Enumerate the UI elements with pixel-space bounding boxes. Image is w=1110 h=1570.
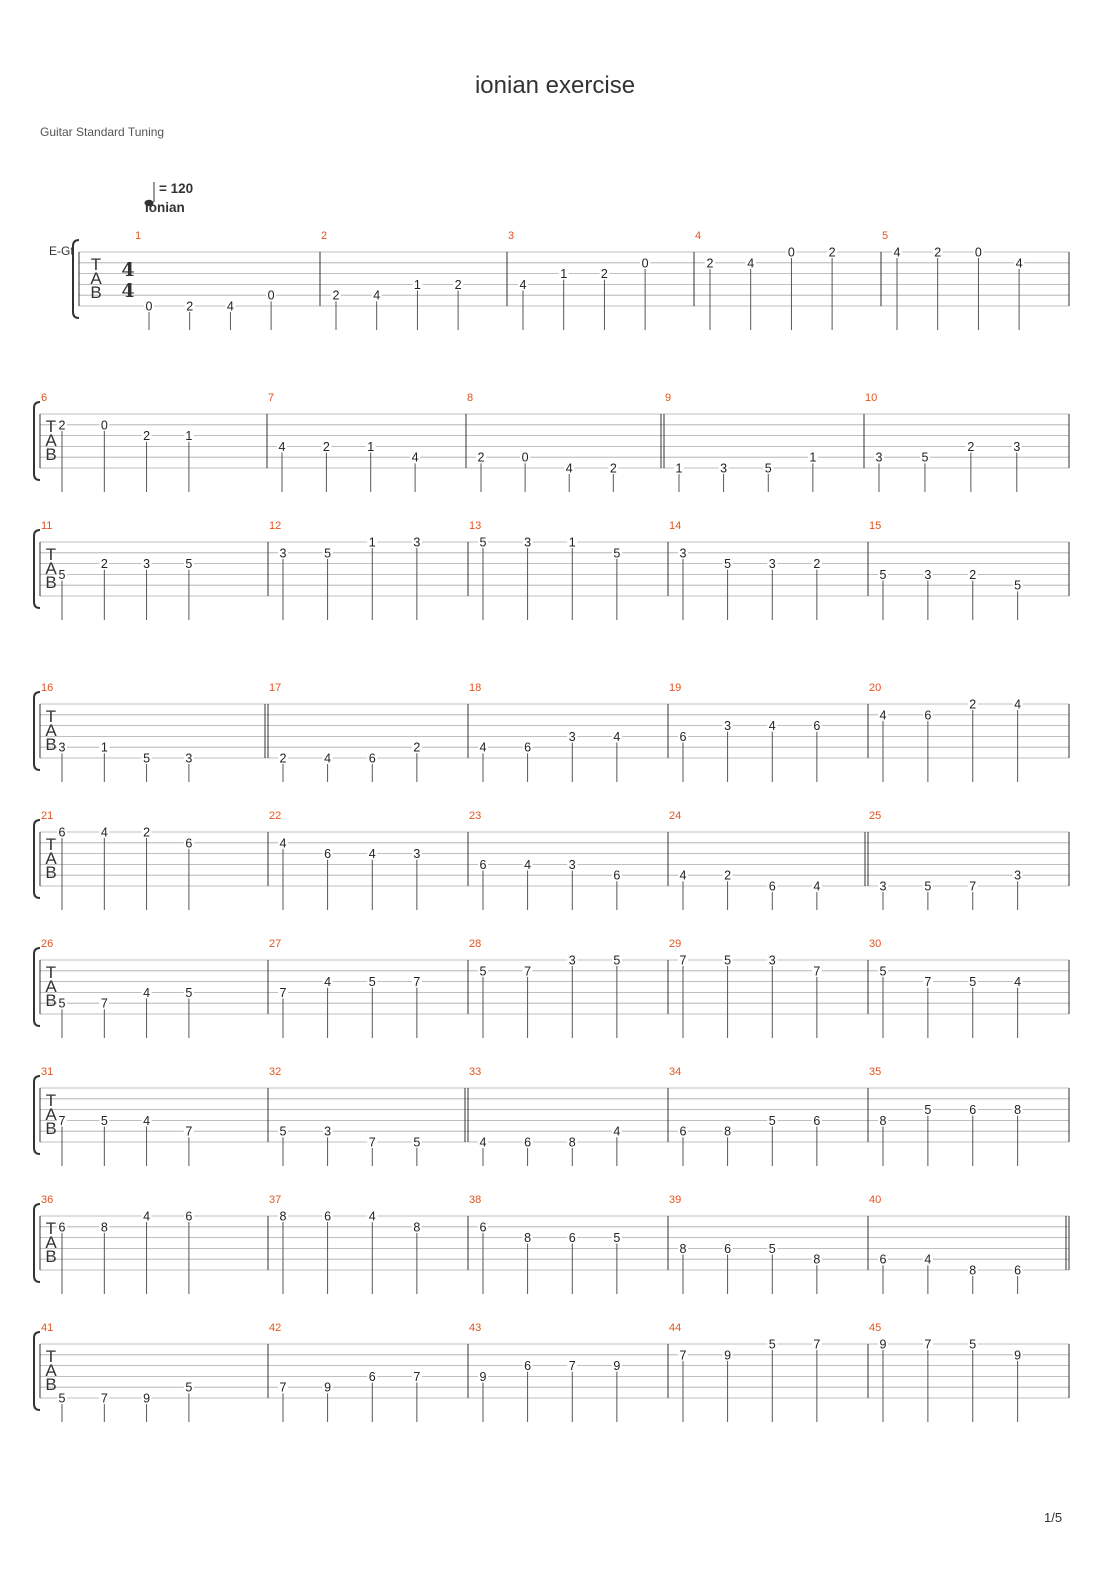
fret-number: 7	[279, 1380, 287, 1395]
measure-number: 42	[269, 1322, 282, 1334]
fret-number: 2	[143, 825, 151, 840]
fret-number: 8	[413, 1220, 421, 1235]
fret-number: 4	[279, 836, 287, 851]
measure-number: 22	[269, 810, 282, 822]
tab-clef-letter: A	[45, 721, 57, 740]
fret-number: 6	[813, 1113, 821, 1128]
measure-number: 36	[41, 1194, 54, 1206]
system-bracket	[34, 1204, 40, 1282]
fret-number: 6	[479, 1220, 487, 1235]
measure-number: 21	[41, 810, 54, 822]
fret-number: 7	[568, 1359, 576, 1374]
fret-number: 5	[724, 557, 732, 572]
fret-number: 2	[477, 450, 485, 465]
fret-number: 5	[924, 879, 932, 894]
fret-number: 6	[524, 1135, 532, 1150]
fret-number: 4	[324, 751, 332, 766]
fret-number: 6	[185, 1209, 193, 1224]
measure-number: 37	[269, 1194, 282, 1206]
fret-number: 4	[479, 1135, 487, 1150]
tab-system	[34, 682, 1069, 782]
fret-number: 4	[368, 1209, 376, 1224]
tab-system	[34, 1066, 1069, 1166]
measure-number: 40	[869, 1194, 882, 1206]
measure-number: 11	[41, 520, 53, 532]
fret-number: 0	[100, 418, 108, 433]
tab-clef-letter: T	[45, 1347, 57, 1366]
measure-number: 15	[869, 520, 882, 532]
measure-number: 7	[268, 392, 275, 404]
fret-number: 0	[974, 245, 982, 260]
fret-number: 6	[568, 1231, 576, 1246]
fret-number: 1	[809, 450, 817, 465]
measure-number: 14	[669, 520, 682, 532]
fret-number: 5	[100, 1113, 108, 1128]
fret-number: 4	[613, 729, 621, 744]
fret-number: 7	[100, 996, 108, 1011]
fret-number: 6	[724, 1241, 732, 1256]
fret-number: 5	[1014, 578, 1022, 593]
fret-number: 5	[924, 1103, 932, 1118]
measure-number: 45	[869, 1322, 882, 1334]
measure-number: 10	[865, 392, 878, 404]
fret-number: 5	[58, 996, 66, 1011]
fret-number: 9	[613, 1359, 621, 1374]
tab-clef-letter: A	[90, 269, 102, 288]
measure-number: 6	[41, 392, 48, 404]
fret-number: 4	[924, 1252, 932, 1267]
fret-number: 4	[278, 439, 286, 454]
measure-number: 34	[669, 1066, 682, 1078]
fret-number: 2	[813, 557, 821, 572]
fret-number: 5	[279, 1124, 287, 1139]
fret-number: 4	[813, 879, 821, 894]
fret-number: 3	[879, 879, 887, 894]
measure-number: 23	[469, 810, 482, 822]
fret-number: 7	[58, 1113, 66, 1128]
measure-number: 16	[41, 682, 54, 694]
fret-number: 5	[969, 975, 977, 990]
fret-number: 7	[524, 964, 532, 979]
fret-number: 2	[279, 751, 287, 766]
fret-number: 5	[185, 985, 193, 1000]
fret-number: 3	[413, 847, 421, 862]
fret-number: 6	[969, 1103, 977, 1118]
fret-number: 2	[100, 557, 108, 572]
fret-number: 4	[143, 1113, 151, 1128]
fret-number: 4	[893, 245, 901, 260]
fret-number: 5	[368, 975, 376, 990]
measure-number: 29	[669, 938, 682, 950]
fret-number: 0	[145, 299, 153, 314]
fret-number: 5	[143, 751, 151, 766]
fret-number: 6	[324, 1209, 332, 1224]
tab-system	[34, 520, 1069, 620]
measure-number: 41	[41, 1322, 54, 1334]
measure-number: 2	[321, 230, 328, 242]
fret-number: 1	[100, 740, 108, 755]
fret-number: 2	[969, 567, 977, 582]
page-number: 1/5	[1044, 1510, 1063, 1525]
fret-number: 1	[367, 439, 375, 454]
fret-number: 7	[924, 1337, 932, 1352]
tab-clef-letter: T	[45, 707, 57, 726]
fret-number: 3	[413, 535, 421, 550]
fret-number: 8	[879, 1113, 887, 1128]
fret-number: 3	[768, 953, 776, 968]
measure-number: 24	[669, 810, 682, 822]
fret-number: 9	[879, 1337, 887, 1352]
fret-number: 3	[720, 461, 728, 476]
fret-number: 2	[332, 288, 340, 303]
tab-clef-letter: T	[45, 1219, 57, 1238]
fret-number: 7	[813, 964, 821, 979]
fret-number: 4	[524, 857, 532, 872]
fret-number: 6	[324, 847, 332, 862]
tab-system	[34, 1322, 1069, 1422]
fret-number: 5	[185, 557, 193, 572]
tab-clef-letter: T	[45, 1091, 57, 1110]
fret-number: 4	[1014, 697, 1022, 712]
measure-number: 18	[469, 682, 482, 694]
fret-number: 4	[1015, 256, 1023, 271]
fret-number: 5	[324, 546, 332, 561]
time-signature-bottom: 4	[121, 280, 135, 302]
fret-number: 4	[100, 825, 108, 840]
fret-number: 7	[924, 975, 932, 990]
fret-number: 3	[568, 857, 576, 872]
system-bracket	[34, 530, 40, 608]
fret-number: 2	[969, 697, 977, 712]
measure-number: 33	[469, 1066, 482, 1078]
fret-number: 4	[747, 256, 755, 271]
tab-clef-letter: A	[45, 431, 57, 450]
fret-number: 6	[679, 1124, 687, 1139]
fret-number: 9	[324, 1380, 332, 1395]
fret-number: 4	[479, 740, 487, 755]
fret-number: 7	[100, 1391, 108, 1406]
measure-number: 3	[508, 230, 515, 242]
fret-number: 8	[524, 1231, 532, 1246]
fret-number: 6	[813, 719, 821, 734]
measure-number: 1	[135, 230, 142, 242]
measure-number: 19	[669, 682, 682, 694]
fret-number: 3	[924, 567, 932, 582]
measure-number: 27	[269, 938, 282, 950]
tab-clef-letter: B	[45, 1375, 57, 1394]
fret-number: 7	[185, 1124, 193, 1139]
fret-number: 4	[373, 288, 381, 303]
fret-number: 3	[524, 535, 532, 550]
fret-number: 3	[724, 719, 732, 734]
fret-number: 5	[768, 1113, 776, 1128]
tab-clef-letter: A	[45, 849, 57, 868]
fret-number: 7	[368, 1135, 376, 1150]
measure-number: 17	[269, 682, 282, 694]
fret-number: 6	[368, 1369, 376, 1384]
fret-number: 8	[679, 1241, 687, 1256]
fret-number: 2	[413, 740, 421, 755]
fret-number: 4	[411, 450, 419, 465]
measure-number: 28	[469, 938, 482, 950]
fret-number: 5	[724, 953, 732, 968]
fret-number: 7	[679, 1348, 687, 1363]
measure-number: 12	[269, 520, 282, 532]
fret-number: 1	[185, 429, 193, 444]
tab-clef-letter: A	[45, 977, 57, 996]
fret-number: 4	[1014, 975, 1022, 990]
tab-clef-letter: A	[45, 559, 57, 578]
tab-clef-letter: T	[45, 963, 57, 982]
tab-clef-letter: B	[45, 863, 57, 882]
tab-systems	[34, 230, 1069, 1422]
fret-number: 5	[764, 461, 772, 476]
fret-number: 2	[706, 256, 714, 271]
fret-number: 9	[479, 1369, 487, 1384]
fret-number: 0	[641, 256, 649, 271]
fret-number: 2	[143, 429, 151, 444]
fret-number: 4	[613, 1124, 621, 1139]
fret-number: 4	[768, 719, 776, 734]
fret-number: 5	[613, 1231, 621, 1246]
fret-number: 8	[279, 1209, 287, 1224]
tab-system	[34, 810, 1069, 910]
fret-number: 6	[524, 740, 532, 755]
tab-clef-letter: T	[45, 545, 57, 564]
tab-clef-letter: B	[45, 1119, 57, 1138]
fret-number: 2	[322, 439, 330, 454]
fret-number: 8	[724, 1124, 732, 1139]
tab-clef-letter: B	[45, 991, 57, 1010]
fret-number: 6	[613, 868, 621, 883]
fret-number: 5	[479, 964, 487, 979]
fret-number: 0	[267, 288, 275, 303]
fret-number: 6	[524, 1359, 532, 1374]
tab-clef-letter: A	[45, 1361, 57, 1380]
measure-number: 44	[669, 1322, 682, 1334]
tab-system	[34, 1194, 1069, 1294]
fret-number: 0	[521, 450, 529, 465]
measure-number: 35	[869, 1066, 882, 1078]
fret-number: 2	[828, 245, 836, 260]
fret-number: 7	[413, 975, 421, 990]
fret-number: 5	[921, 450, 929, 465]
fret-number: 3	[185, 751, 193, 766]
measure-number: 5	[882, 230, 889, 242]
tempo-text: = 120	[159, 181, 194, 196]
system-bracket	[34, 402, 40, 480]
fret-number: 7	[413, 1369, 421, 1384]
fret-number: 5	[58, 1391, 66, 1406]
fret-number: 3	[324, 1124, 332, 1139]
fret-number: 4	[226, 299, 234, 314]
tab-system	[73, 230, 1069, 330]
fret-number: 4	[679, 868, 687, 883]
tab-clef-letter: T	[90, 255, 102, 274]
measure-number: 25	[869, 810, 882, 822]
tab-clef-letter: A	[45, 1105, 57, 1124]
tab-clef-letter: B	[45, 573, 57, 592]
fret-number: 5	[185, 1380, 193, 1395]
time-signature-top: 4	[121, 259, 135, 281]
fret-number: 3	[279, 546, 287, 561]
fret-number: 5	[58, 567, 66, 582]
fret-number: 3	[143, 557, 151, 572]
fret-number: 3	[1013, 439, 1021, 454]
system-bracket	[73, 240, 79, 318]
tab-clef-letter: T	[45, 835, 57, 854]
fret-number: 4	[879, 708, 887, 723]
fret-number: 5	[879, 567, 887, 582]
fret-number: 5	[613, 546, 621, 561]
fret-number: 4	[143, 1209, 151, 1224]
fret-number: 2	[967, 439, 975, 454]
fret-number: 4	[143, 985, 151, 1000]
system-bracket	[34, 692, 40, 770]
section-label: Ionian	[145, 200, 185, 215]
measure-number: 30	[869, 938, 882, 950]
fret-number: 3	[568, 953, 576, 968]
fret-number: 7	[969, 879, 977, 894]
fret-number: 7	[279, 985, 287, 1000]
fret-number: 6	[185, 836, 193, 851]
fret-number: 5	[413, 1135, 421, 1150]
measure-number: 8	[467, 392, 474, 404]
fret-number: 2	[724, 868, 732, 883]
fret-number: 9	[1014, 1348, 1022, 1363]
tab-system	[34, 392, 1069, 492]
system-bracket	[34, 820, 40, 898]
measure-number: 9	[665, 392, 672, 404]
measure-number: 38	[469, 1194, 482, 1206]
fret-number: 4	[519, 277, 527, 292]
fret-number: 2	[186, 299, 194, 314]
tab-clef-letter: A	[45, 1233, 57, 1252]
fret-number: 8	[1014, 1103, 1022, 1118]
measure-number: 39	[669, 1194, 682, 1206]
fret-number: 2	[600, 267, 608, 282]
fret-number: 2	[454, 277, 462, 292]
fret-number: 8	[813, 1252, 821, 1267]
fret-number: 6	[58, 1220, 66, 1235]
fret-number: 4	[565, 461, 573, 476]
fret-number: 1	[675, 461, 683, 476]
tab-clef-letter: B	[45, 735, 57, 754]
fret-number: 3	[679, 546, 687, 561]
fret-number: 2	[58, 418, 66, 433]
fret-number: 6	[58, 825, 66, 840]
fret-number: 7	[679, 953, 687, 968]
fret-number: 2	[609, 461, 617, 476]
tab-clef-letter: B	[45, 445, 57, 464]
tab-clef-letter: B	[90, 283, 102, 302]
measure-number: 4	[695, 230, 702, 242]
fret-number: 8	[100, 1220, 108, 1235]
fret-number: 5	[613, 953, 621, 968]
fret-number: 3	[875, 450, 883, 465]
fret-number: 6	[679, 729, 687, 744]
fret-number: 3	[568, 729, 576, 744]
fret-number: 4	[368, 847, 376, 862]
measure-number: 26	[41, 938, 54, 950]
fret-number: 2	[934, 245, 942, 260]
measure-number: 32	[269, 1066, 282, 1078]
system-bracket	[34, 1332, 40, 1410]
fret-number: 5	[768, 1241, 776, 1256]
fret-number: 6	[768, 879, 776, 894]
fret-number: 5	[969, 1337, 977, 1352]
fret-number: 3	[768, 557, 776, 572]
fret-number: 9	[143, 1391, 151, 1406]
fret-number: 1	[568, 535, 576, 550]
fret-number: 1	[413, 277, 421, 292]
fret-number: 9	[724, 1348, 732, 1363]
fret-number: 6	[1014, 1263, 1022, 1278]
system-bracket	[34, 948, 40, 1026]
measure-number: 31	[41, 1066, 54, 1078]
fret-number: 5	[768, 1337, 776, 1352]
tab-system	[34, 938, 1069, 1038]
fret-number: 8	[969, 1263, 977, 1278]
tab-clef-letter: B	[45, 1247, 57, 1266]
measure-number: 13	[469, 520, 482, 532]
fret-number: 8	[568, 1135, 576, 1150]
fret-number: 3	[1014, 868, 1022, 883]
track-label: E-Gt	[49, 244, 74, 258]
fret-number: 6	[479, 857, 487, 872]
fret-number: 6	[368, 751, 376, 766]
fret-number: 5	[479, 535, 487, 550]
fret-number: 1	[368, 535, 376, 550]
fret-number: 6	[879, 1252, 887, 1267]
fret-number: 7	[813, 1337, 821, 1352]
fret-number: 3	[58, 740, 66, 755]
tuning-label: Guitar Standard Tuning	[40, 125, 165, 139]
fret-number: 1	[560, 267, 568, 282]
fret-number: 0	[787, 245, 795, 260]
system-bracket	[34, 1076, 40, 1154]
measure-number: 20	[869, 682, 882, 694]
fret-number: 4	[324, 975, 332, 990]
measure-number: 43	[469, 1322, 482, 1334]
song-title: ionian exercise	[474, 72, 636, 99]
tab-clef-letter: T	[45, 417, 57, 436]
fret-number: 6	[924, 708, 932, 723]
fret-number: 5	[879, 964, 887, 979]
